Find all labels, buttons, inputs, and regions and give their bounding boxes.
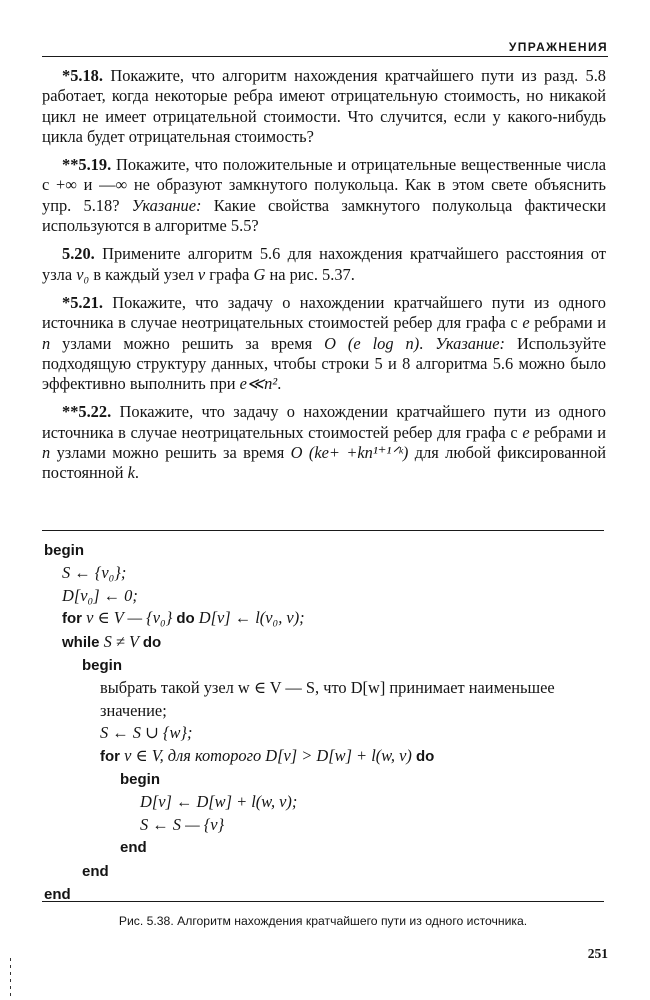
code-text: S ← {v₀}; <box>62 563 127 583</box>
exercise-text: Покажите, что алгоритм нахождения кратчайшего пути из разд. 5.8 работает, когда некоторые ребра имеют отрицательную стоимость, но никакой цикл не имеет отрицательной стоимости. Что случится, если у какого-нибудь цикла будет отрицательная стоимость? <box>42 66 606 146</box>
exercise-list <box>42 66 606 492</box>
exercise-text: графа <box>205 264 254 284</box>
math-expression: e≪n² <box>239 374 278 394</box>
exercise-number: **5.19. <box>62 155 112 175</box>
keyword: do <box>176 610 195 628</box>
exercise-text: ребрами и <box>529 422 606 442</box>
algorithm-line <box>42 607 604 630</box>
math-expression: O (ke+ +kn¹⁺¹ᐟᵏ) <box>290 443 409 463</box>
keyword: end <box>82 862 109 880</box>
algorithm-listing <box>42 530 604 902</box>
math-var: e <box>522 313 530 333</box>
hint-label: Указание: <box>435 333 505 353</box>
algorithm-line <box>42 814 604 836</box>
exercise-number: *5.21. <box>62 292 103 312</box>
exercise-5-20 <box>42 244 606 285</box>
math-var: e <box>522 422 530 442</box>
code-text: D[v] ← D[w] + l(w, v); <box>140 792 298 812</box>
code-text: v ∈ V — {v₀} <box>82 608 177 628</box>
exercise-text: Покажите, что положительные и отрицательные вещественные числа с +∞ и —∞ не образуют замкнутого полукольца. Как в этом свете объяснить упр. 5.18? <box>42 155 606 215</box>
exercise-number: **5.22. <box>62 402 112 422</box>
algorithm-line <box>42 722 604 744</box>
exercise-number: 5.20. <box>62 244 95 264</box>
algorithm-line <box>42 631 604 654</box>
exercise-text: в каждый узел <box>89 264 198 284</box>
algorithm-line <box>42 791 604 813</box>
code-text: S ← S — {v} <box>140 814 225 834</box>
math-var: v₀ <box>76 264 90 284</box>
figure-caption: Рис. 5.38. Алгоритм нахождения кратчайшего пути из одного источника. <box>118 914 528 928</box>
exercise-text: узлами можно решить за время <box>50 333 325 353</box>
keyword: begin <box>82 657 122 675</box>
algorithm-line <box>42 654 604 677</box>
exercise-text: на рис. 5.37. <box>265 264 355 284</box>
keyword: while <box>62 633 100 651</box>
code-text: S ← S ∪ {w}; <box>100 723 193 743</box>
keyword: begin <box>120 771 160 789</box>
code-text: v ∈ V, для которого D[v] > D[w] + l(w, v) <box>120 745 416 765</box>
exercise-text: Используйте подходящую структуру данных, чтобы строки 5 и 8 алгоритма 5.6 можно было эффективно выполнить при <box>42 333 607 394</box>
exercise-text: Покажите, что задачу о нахождении кратчайшего пути из одного источника в случае неотрицательных стоимостей ребер для графа с <box>42 402 606 442</box>
exercise-text: Какие свойства замкнутого полукольца фактически используются в алгоритме 5.5? <box>42 195 606 236</box>
exercise-text: . <box>134 463 140 483</box>
algorithm-line <box>42 768 604 791</box>
scan-edge-mark <box>10 958 11 998</box>
algorithm-line <box>42 677 604 722</box>
exercise-5-21 <box>42 293 606 394</box>
hint-label: Указание: <box>131 195 202 215</box>
keyword: do <box>142 633 162 651</box>
keyword: begin <box>44 542 84 559</box>
math-var: v <box>197 264 206 284</box>
exercise-5-19 <box>42 155 606 236</box>
running-title: УПРАЖНЕНИЯ <box>508 40 608 54</box>
exercise-text: для любой фиксированной постоянной <box>42 443 606 483</box>
keyword: end <box>44 886 71 904</box>
algorithm-line <box>42 860 604 883</box>
exercise-text: узлами можно решить за время <box>50 443 291 463</box>
page-number: 251 <box>587 946 608 961</box>
exercise-text: . <box>419 333 436 353</box>
exercise-5-18 <box>42 66 606 147</box>
math-var: k <box>127 463 135 483</box>
keyword: do <box>415 747 435 765</box>
keyword: for <box>100 747 120 765</box>
math-var: n <box>42 443 51 463</box>
code-text: выбрать такой узел w ∈ V — S, что D[w] принимает наименьшее значение; <box>100 678 555 720</box>
running-header <box>42 34 608 57</box>
algorithm-line <box>42 836 604 859</box>
code-text: D[v₀] ← 0; <box>62 585 138 605</box>
algorithm-line <box>42 562 604 584</box>
exercise-text: . <box>277 374 282 394</box>
math-expression: O (e log n) <box>324 333 420 353</box>
algorithm-line <box>42 745 604 768</box>
algorithm-line <box>42 585 604 607</box>
code-text: D[v] ← l(v₀, v); <box>194 608 305 628</box>
keyword: end <box>120 839 147 857</box>
algorithm-line <box>42 539 604 562</box>
math-var: G <box>253 264 266 284</box>
exercise-text: Покажите, что задачу о нахождении кратчайшего пути из одного источника в случае неотрицательных стоимостей ребер для графа с <box>42 292 606 333</box>
exercise-number: *5.18. <box>62 66 103 85</box>
code-text: S ≠ V <box>99 631 143 651</box>
algorithm-line <box>42 883 604 906</box>
exercise-text: ребрами и <box>529 313 606 333</box>
exercise-text: Примените алгоритм 5.6 для нахождения кратчайшего расстояния от узла <box>42 244 606 284</box>
math-var: n <box>42 333 51 353</box>
keyword: for <box>62 610 82 628</box>
exercise-5-22 <box>42 402 606 483</box>
